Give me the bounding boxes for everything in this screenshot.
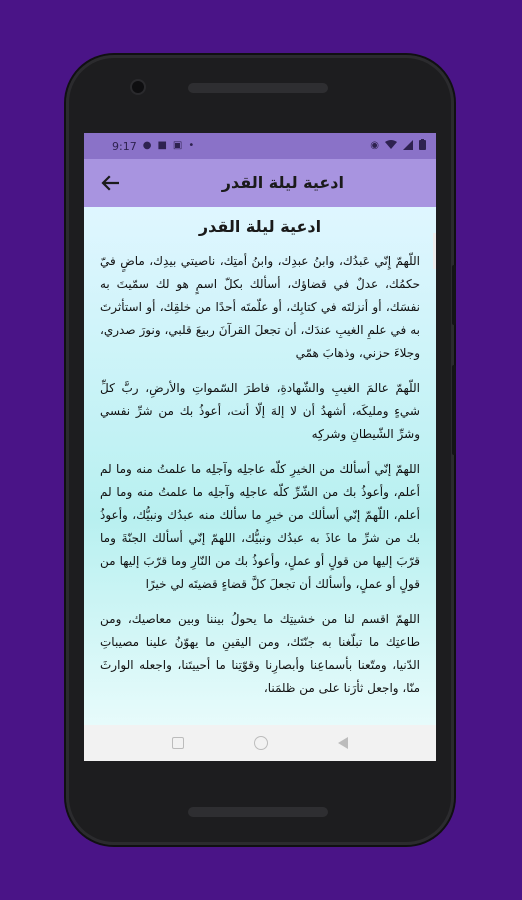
front-camera bbox=[132, 81, 144, 93]
prayer-paragraph: اللهمّ اقسم لنا من خشيتِك ما يحولُ بيننا وبين معاصيك، ومن طاعتِك ما تبلّغنا به جنّتَك، ومن اليقينِ ما يهوّنُ علينا مصيباتِ الدّنيا، ومتّعنا بأسماعِنا وأبصارِنا وقوّتِنا ما أحييتَنا، واجعله الوارثَ منّا، واجعل ثأرَنا على من ظلمَنا، bbox=[100, 612, 420, 695]
status-bar bbox=[84, 133, 436, 159]
message-icon: ● bbox=[142, 140, 152, 151]
wifi-icon bbox=[385, 140, 397, 153]
status-right bbox=[370, 139, 426, 153]
more-notifications-icon: • bbox=[188, 140, 195, 151]
home-icon[interactable] bbox=[254, 736, 268, 750]
signal-icon bbox=[403, 140, 413, 153]
app-bar bbox=[84, 159, 436, 207]
recents-icon[interactable] bbox=[172, 737, 184, 749]
top-speaker bbox=[188, 83, 328, 93]
status-left bbox=[112, 140, 194, 153]
facebook-icon: ■ bbox=[157, 140, 167, 151]
prayer-paragraph: اللهمّ إنّي أسألك من الخيرِ كلّه عاجلِه وآجلِه ما علمتُ منه وما لم أعلم، وأعوذُ بك من الشّرِّ كلّه عاجلِه وآجلِه ما علمتُ منه وما لم أعلم، اللّهمّ إنّي أسألك من خيرِ ما سألك منه عبدُك ونبيُّك، وأعوذُ بك من شرِّ ما عاذَ به عبدُك ونبيُّك، اللهمّ إنّي أسألك الجنّةَ وما قرّبَ إليها من قولٍ أو عملٍ، وأعوذُ بك من النّارِ وما قرّبَ إليها من قولٍ أو عملٍ، وأسألك أن تجعلَ كلَّ قضاءٍ قضيتَه لي خيرًا bbox=[100, 462, 420, 591]
data-saver-icon: ◉ bbox=[370, 140, 379, 151]
back-button[interactable] bbox=[98, 171, 122, 195]
battery-icon bbox=[419, 139, 426, 153]
content-area[interactable] bbox=[84, 207, 436, 725]
system-nav-bar bbox=[84, 725, 436, 761]
notification-icon: ▣ bbox=[172, 140, 183, 151]
phone-screen bbox=[84, 133, 436, 761]
status-time: 9:17 bbox=[112, 139, 137, 153]
app-bar-title: ادعية ليلة القدر bbox=[221, 173, 344, 192]
arrow-left-icon bbox=[101, 175, 119, 191]
prayer-paragraph: اللّهمّ عالمَ الغيبِ والشّهادةِ، فاطرَ السّمواتِ والأرضِ، ربَّ كلِّ شيءٍ ومليكَه، أشهدُ أن لا إلهَ إلّا أنت، أعوذُ بك من شرِّ نفسي وشرِّ الشّيطانِ وشركِه bbox=[100, 381, 420, 441]
volume-button bbox=[452, 365, 456, 455]
prayer-paragraph: اللّهمّ إِنّي عَبدُك، وابنُ عبدِك، وابنُ أمتِك، ناصيتي بيدِك، ماضٍ فيّ حكمُك، عدلٌ في قضاؤك، أسألك بكلّ اسمٍ هو لك سمّيتَ به نفسَك، أو أنزلتَه في كتابِك، أو علّمتَه أحدًا من خلقِك، أو استأثرتَ به في علمِ الغيبِ عندَك، أن تجعلَ القرآنَ ربيعَ قلبي، ونورَ صدري، وجلاءَ حزني، وذهابَ همّي bbox=[100, 254, 420, 360]
page-title: ادعية ليلة القدر bbox=[198, 217, 322, 236]
power-button bbox=[452, 265, 456, 325]
scroll-indicator[interactable] bbox=[433, 233, 436, 269]
bottom-speaker bbox=[188, 807, 328, 817]
nav-back-icon[interactable] bbox=[338, 737, 348, 749]
